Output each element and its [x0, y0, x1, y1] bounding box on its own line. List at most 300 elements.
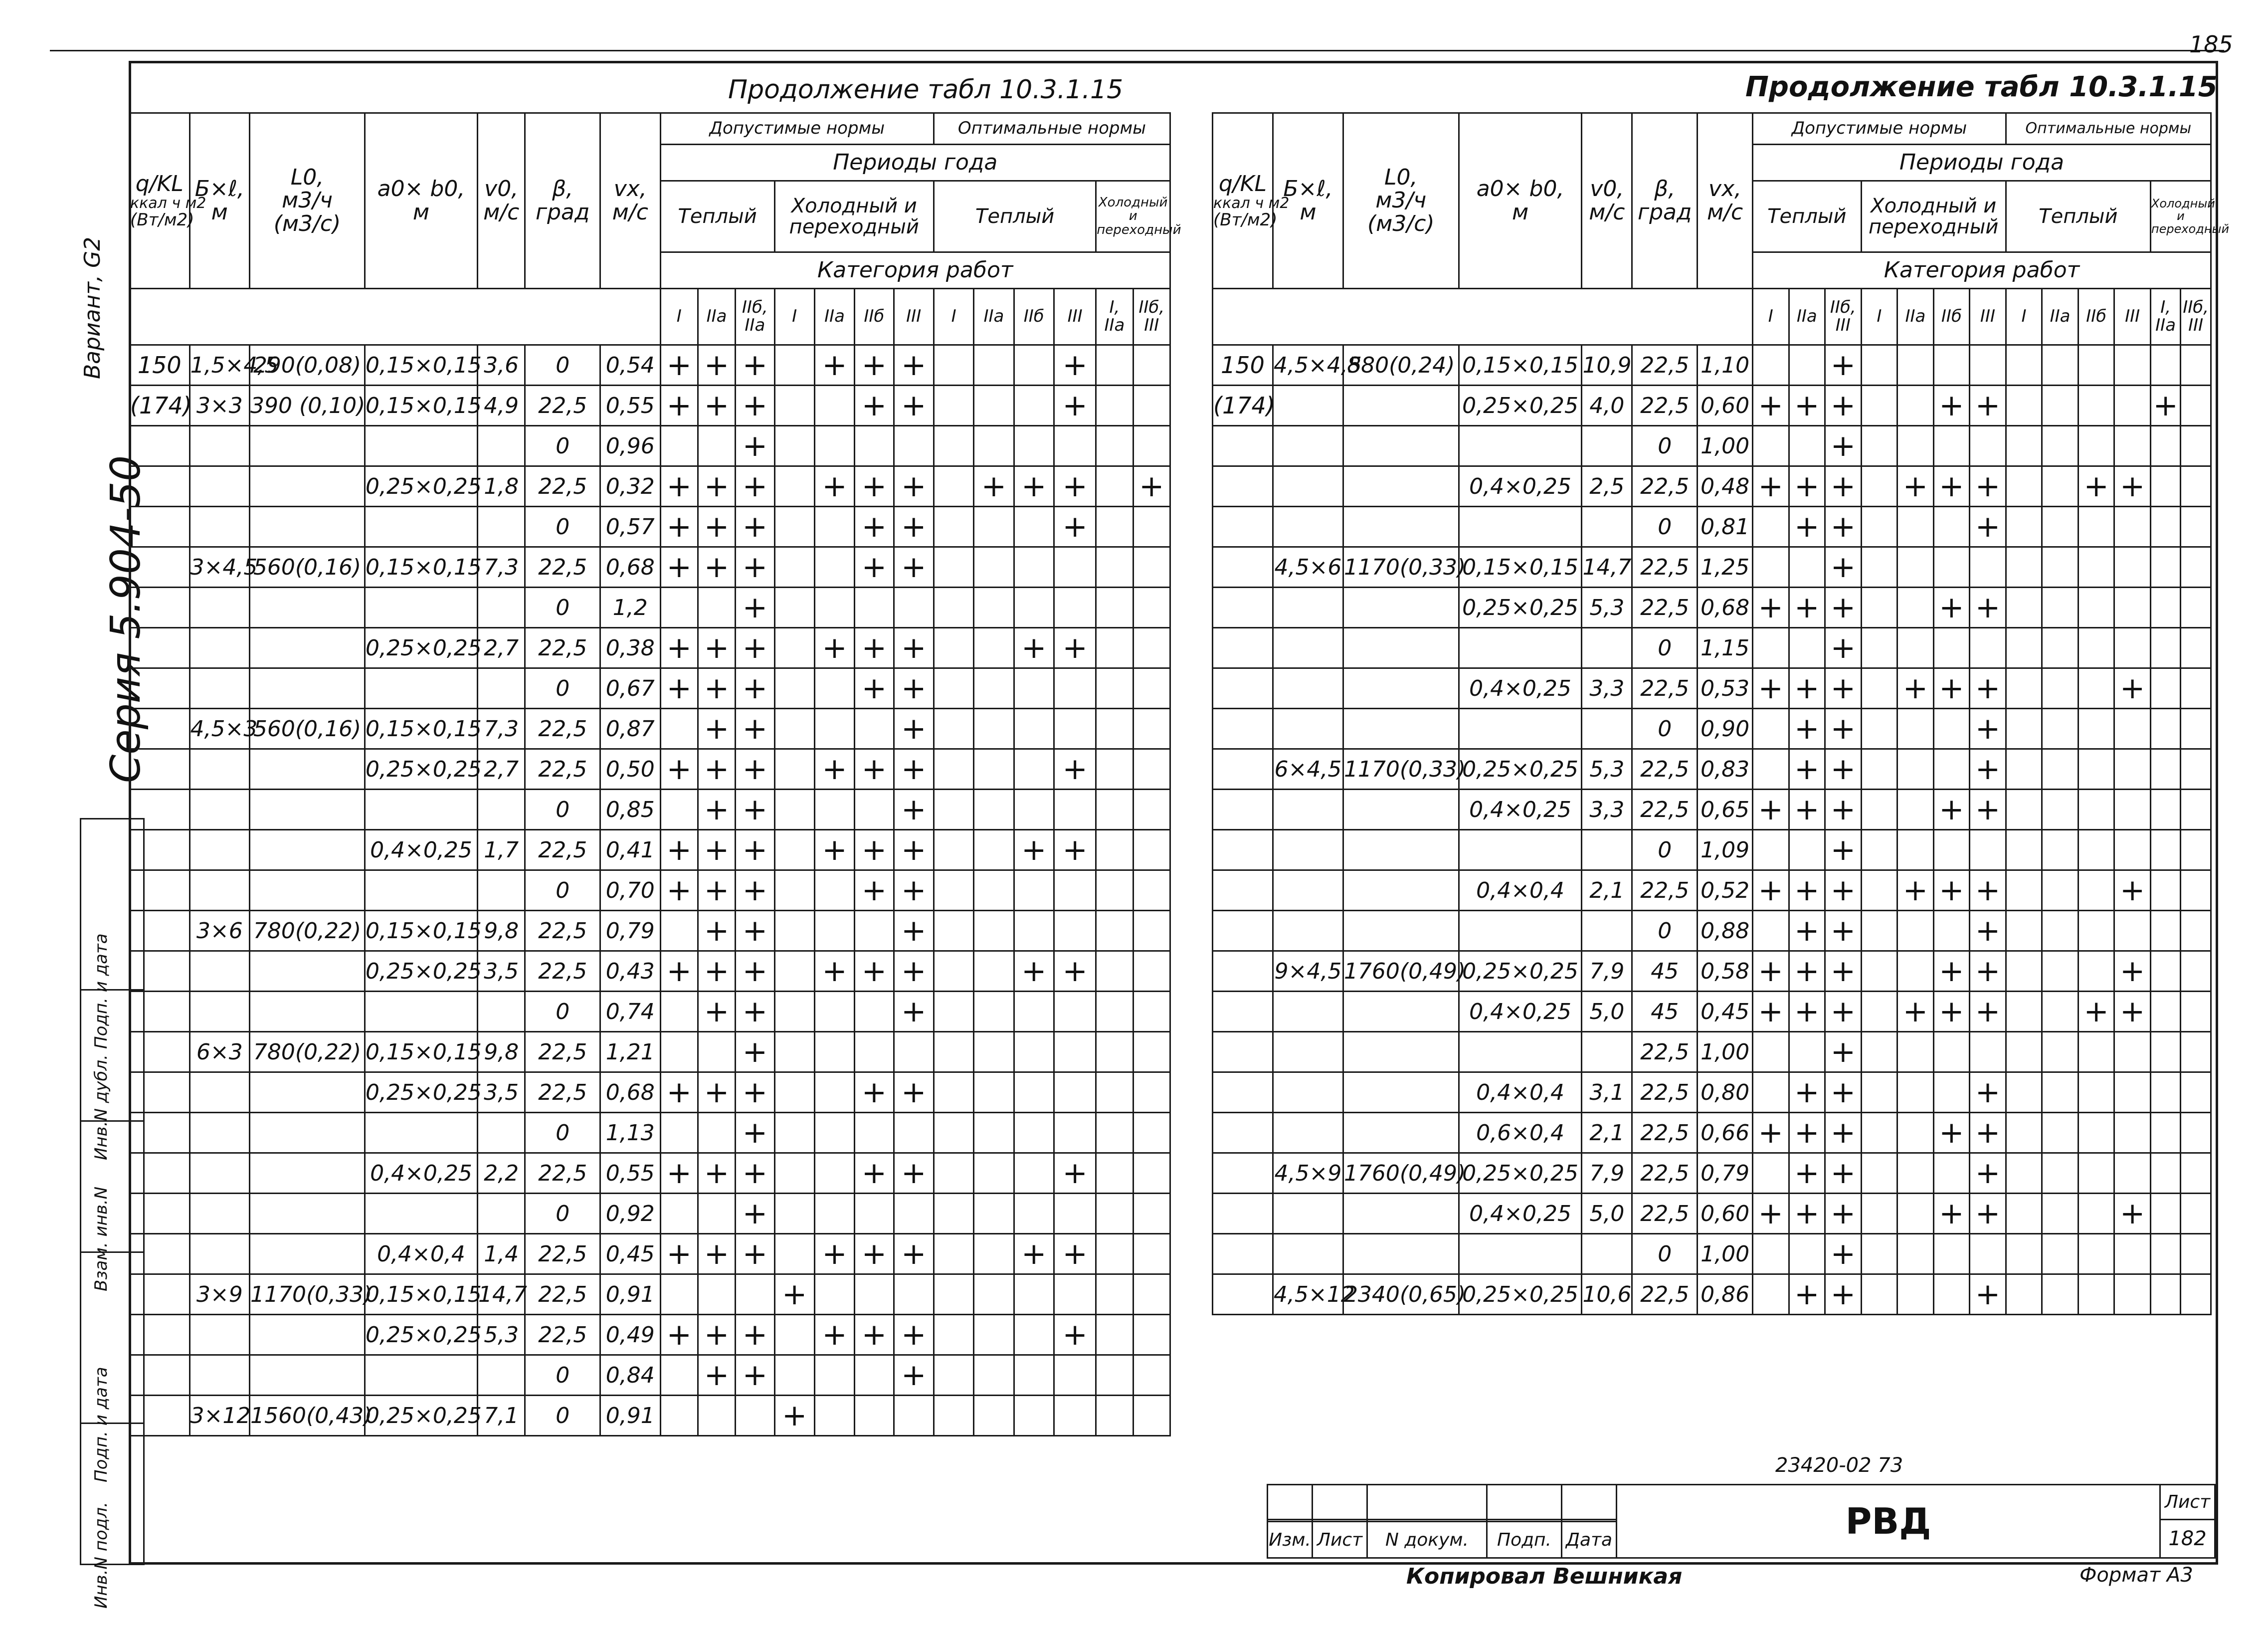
l-mark-cell: +	[698, 466, 735, 507]
l-cell-L0: 560(0,16)	[250, 709, 365, 749]
r-cell-L0: 1170(0,33)	[1343, 749, 1459, 790]
l-mark-cell	[1054, 1032, 1096, 1072]
r-mark-cell: +	[1825, 830, 1862, 870]
r-mark-cell	[1861, 951, 1897, 992]
r-mark-cell	[1753, 1234, 1789, 1274]
l-mark-cell	[660, 426, 698, 466]
l-cell-L0	[250, 507, 365, 547]
l-cell-L0: 290(0,08)	[250, 345, 365, 386]
category-row	[130, 289, 1170, 345]
l-cell-L0	[250, 1315, 365, 1355]
l-mark-cell: +	[736, 911, 774, 951]
l-cell-vx: 0,54	[600, 345, 661, 386]
l-mark-cell	[974, 870, 1014, 911]
l-mark-cell	[1096, 992, 1133, 1032]
l-cell-L0	[250, 749, 365, 790]
q-unit: ккал ч м2	[130, 195, 206, 212]
l-mark-cell: +	[736, 1153, 774, 1194]
r-mark-cell	[1970, 1234, 2006, 1274]
l-mark-cell: +	[698, 951, 735, 992]
r-mark-cell	[2006, 870, 2042, 911]
r-mark-cell: +	[1789, 466, 1825, 507]
l-mark-cell	[1133, 345, 1170, 386]
table-row	[1213, 830, 2211, 870]
l-mark-cell	[1096, 466, 1133, 507]
l-mark-cell	[974, 1396, 1014, 1436]
l-mark-cell	[1054, 426, 1096, 466]
l-mark-cell: +	[736, 1113, 774, 1153]
r-mark-cell	[1933, 1032, 1970, 1072]
r-category-3: I	[1861, 289, 1897, 345]
l-q-cell	[130, 668, 190, 709]
r-mark-cell	[2042, 830, 2079, 870]
r-mark-cell: +	[2114, 1194, 2151, 1234]
r-mark-cell	[2181, 790, 2211, 830]
r-beta-header: β,	[1654, 176, 1676, 202]
l-mark-cell: +	[1054, 951, 1096, 992]
l-cell-L0: 1560(0,43)	[250, 1396, 365, 1436]
l-cell-v0: 1,8	[477, 466, 525, 507]
r-mark-cell	[2150, 911, 2180, 951]
l-mark-cell	[894, 588, 934, 628]
r-cell-ab: 0,4×0,4	[1459, 1072, 1582, 1113]
r-cell-L0	[1343, 1072, 1459, 1113]
l-mark-cell: +	[814, 951, 854, 992]
r-mark-cell	[2078, 628, 2114, 668]
l-mark-cell: +	[855, 870, 894, 911]
r-cell-bl	[1273, 790, 1343, 830]
r-mark-cell	[2114, 426, 2151, 466]
r-mark-cell: +	[1970, 749, 2006, 790]
bl-unit: м	[211, 199, 228, 225]
r-mark-cell: +	[1897, 870, 1934, 911]
l-mark-cell	[1096, 749, 1133, 790]
l-cell-bl	[189, 1072, 250, 1113]
r-mark-cell	[2006, 951, 2042, 992]
r-cell-L0	[1343, 1032, 1459, 1072]
r-mark-cell: +	[1970, 911, 2006, 951]
l-mark-cell	[1014, 426, 1054, 466]
l-mark-cell	[855, 1032, 894, 1072]
r-cell-beta: 22,5	[1632, 547, 1698, 588]
l-cell-bl	[189, 1113, 250, 1153]
r-ab-unit: м	[1512, 199, 1529, 225]
l-mark-cell: +	[660, 870, 698, 911]
table-row	[130, 466, 1170, 507]
r-cell-vx: 0,66	[1698, 1113, 1753, 1153]
l-mark-cell	[774, 345, 814, 386]
format-label: Формат А3	[2079, 1564, 2193, 1587]
l-q-cell	[130, 911, 190, 951]
r-mark-cell: +	[1970, 870, 2006, 911]
l-mark-cell: +	[698, 992, 735, 1032]
r-mark-cell	[1789, 547, 1825, 588]
l-cell-ab	[365, 1194, 478, 1234]
r-mark-cell: +	[1789, 911, 1825, 951]
r-mark-cell: +	[1970, 1153, 2006, 1194]
l-cell-v0: 9,8	[477, 911, 525, 951]
r-cell-bl	[1273, 466, 1343, 507]
r-mark-cell	[1897, 507, 1934, 547]
r-mark-cell	[2042, 992, 2079, 1032]
r-v0-header: v0,	[1590, 176, 1624, 202]
r-mark-cell	[2150, 1072, 2180, 1113]
r-cell-beta: 22,5	[1632, 588, 1698, 628]
r-mark-cell	[2181, 1274, 2211, 1315]
r-cold2-header: Холодный и переходный	[2150, 181, 2211, 252]
l-mark-cell	[814, 547, 854, 588]
r-mark-cell	[2078, 1194, 2114, 1234]
table-row	[130, 547, 1170, 588]
l-mark-cell	[1096, 1274, 1133, 1315]
l-mark-cell	[814, 668, 854, 709]
l-mark-cell	[660, 709, 698, 749]
l-mark-cell	[855, 1113, 894, 1153]
r-mark-cell: +	[1789, 588, 1825, 628]
r-col-beta	[1632, 113, 1698, 289]
l-mark-cell: +	[894, 466, 934, 507]
l-cell-L0: 390 (0,10)	[250, 386, 365, 426]
l-cell-vx: 0,91	[600, 1274, 661, 1315]
r-cell-ab: 0,4×0,25	[1459, 992, 1582, 1032]
r-mark-cell	[2114, 507, 2151, 547]
l-mark-cell	[698, 1194, 735, 1234]
table-row	[1213, 345, 2211, 386]
r-cell-beta: 22,5	[1632, 345, 1698, 386]
r-mark-cell	[2078, 1072, 2114, 1113]
r-cell-vx: 0,60	[1698, 1194, 1753, 1234]
l-mark-cell: +	[660, 1153, 698, 1194]
l-mark-cell	[1014, 870, 1054, 911]
r-category-5: IIб	[1933, 289, 1970, 345]
l-mark-cell	[1133, 547, 1170, 588]
r-mark-cell	[2078, 709, 2114, 749]
l-cell-ab: 0,25×0,25	[365, 628, 478, 668]
l0-unit-si: (м3/с)	[273, 210, 341, 236]
l-mark-cell: +	[1014, 628, 1054, 668]
l-cell-beta: 22,5	[525, 466, 600, 507]
r-cell-v0	[1582, 830, 1632, 870]
r-mark-cell	[1861, 709, 1897, 749]
r-mark-cell: +	[1933, 951, 1970, 992]
r-q-header: q/KL	[1218, 171, 1267, 197]
r-cell-L0	[1343, 870, 1459, 911]
l-cell-v0: 1,7	[477, 830, 525, 870]
l-mark-cell	[1133, 1194, 1170, 1234]
r-cell-vx: 0,53	[1698, 668, 1753, 709]
r-cell-beta: 0	[1632, 628, 1698, 668]
r-mark-cell: +	[2114, 466, 2151, 507]
l-q-cell: 150	[130, 345, 190, 386]
r-mark-cell	[1861, 426, 1897, 466]
r-mark-cell	[2042, 1113, 2079, 1153]
r-cell-L0	[1343, 911, 1459, 951]
l-q-cell	[130, 628, 190, 668]
r-periods-header: Периоды года	[1753, 145, 2211, 181]
r-mark-cell: +	[1789, 790, 1825, 830]
l-mark-cell	[974, 507, 1014, 547]
r-cell-L0: 2340(0,65)	[1343, 1274, 1459, 1315]
table-row	[130, 709, 1170, 749]
l-mark-cell	[1014, 1113, 1054, 1153]
r-cell-ab	[1459, 507, 1582, 547]
r-category-6: III	[1970, 289, 2006, 345]
l-mark-cell: +	[1014, 466, 1054, 507]
r-cell-v0: 7,9	[1582, 951, 1632, 992]
l-mark-cell: +	[814, 345, 854, 386]
l-mark-cell: +	[736, 830, 774, 870]
r-mark-cell: +	[1825, 951, 1862, 992]
r-mark-cell: +	[1970, 992, 2006, 1032]
l-mark-cell	[774, 709, 814, 749]
l-mark-cell: +	[855, 628, 894, 668]
l-cell-beta: 0	[525, 992, 600, 1032]
l-cell-bl	[189, 870, 250, 911]
l-mark-cell: +	[1054, 628, 1096, 668]
l-mark-cell	[774, 668, 814, 709]
l-mark-cell: +	[660, 628, 698, 668]
r-mark-cell: +	[1933, 992, 1970, 1032]
r-mark-cell	[2042, 790, 2079, 830]
r-mark-cell	[2150, 507, 2180, 547]
table-row	[130, 951, 1170, 992]
copied-by: Копировал Вешникая	[1406, 1564, 1683, 1589]
l-mark-cell: +	[736, 1194, 774, 1234]
r-cell-L0: 1760(0,49)	[1343, 951, 1459, 992]
r-mark-cell	[1861, 588, 1897, 628]
r-l0-unit: м3/ч	[1375, 188, 1427, 213]
r-mark-cell	[1753, 830, 1789, 870]
l-mark-cell	[934, 628, 973, 668]
r-mark-cell	[2078, 1234, 2114, 1274]
r-mark-cell	[2078, 1274, 2114, 1315]
l-q-cell	[130, 1274, 190, 1315]
table-row	[130, 1274, 1170, 1315]
l-cell-beta: 22,5	[525, 1032, 600, 1072]
r-cell-v0: 2,1	[1582, 870, 1632, 911]
table-row	[130, 1032, 1170, 1072]
l-mark-cell: +	[698, 386, 735, 426]
l-mark-cell	[1096, 1113, 1133, 1153]
r-cell-v0	[1582, 1032, 1632, 1072]
r-cell-vx: 0,45	[1698, 992, 1753, 1032]
l-cell-beta: 0	[525, 1396, 600, 1436]
l-mark-cell	[1054, 992, 1096, 1032]
l-mark-cell	[974, 1315, 1014, 1355]
r-mark-cell	[1861, 870, 1897, 911]
l-mark-cell	[1133, 790, 1170, 830]
r-mark-cell	[2150, 588, 2180, 628]
r-mark-cell	[2150, 790, 2180, 830]
r-cell-L0	[1343, 790, 1459, 830]
r-mark-cell	[1933, 1274, 1970, 1315]
r-col-v0	[1582, 113, 1632, 289]
r-mark-cell	[1861, 1274, 1897, 1315]
l-cell-v0	[477, 426, 525, 466]
r-cell-v0	[1582, 628, 1632, 668]
table-row	[130, 426, 1170, 466]
l-cell-L0	[250, 588, 365, 628]
r-mark-cell	[1753, 749, 1789, 790]
r-mark-cell	[2042, 1234, 2079, 1274]
l-mark-cell: +	[894, 1315, 934, 1355]
category-spacer	[130, 289, 661, 345]
table-row	[1213, 790, 2211, 830]
r-mark-cell: +	[1825, 668, 1862, 709]
l-mark-cell	[774, 992, 814, 1032]
l-cell-vx: 0,50	[600, 749, 661, 790]
l-cell-L0: 780(0,22)	[250, 911, 365, 951]
r-q-cell	[1213, 547, 1273, 588]
r-cell-beta: 22,5	[1632, 790, 1698, 830]
permissible-header: Допустимые нормы	[660, 113, 934, 145]
r-cell-v0: 5,0	[1582, 992, 1632, 1032]
r-mark-cell	[1861, 668, 1897, 709]
r-cell-bl	[1273, 911, 1343, 951]
table-row	[130, 790, 1170, 830]
l-mark-cell	[934, 1355, 973, 1396]
l-category-1: IIа	[698, 289, 735, 345]
r-mark-cell	[1861, 992, 1897, 1032]
l-mark-cell	[855, 588, 894, 628]
l-mark-cell	[1054, 588, 1096, 628]
r-cell-v0: 14,7	[1582, 547, 1632, 588]
l-mark-cell: +	[698, 1355, 735, 1396]
l-mark-cell	[660, 1032, 698, 1072]
l-mark-cell: +	[1054, 345, 1096, 386]
r-q-cell: 150	[1213, 345, 1273, 386]
l-mark-cell	[774, 386, 814, 426]
l-mark-cell: +	[894, 547, 934, 588]
r-mark-cell: +	[1789, 951, 1825, 992]
l-mark-cell	[1133, 870, 1170, 911]
l-mark-cell: +	[660, 830, 698, 870]
l-cell-L0	[250, 1355, 365, 1396]
r-category-spacer	[1213, 289, 1753, 345]
l-mark-cell	[894, 1032, 934, 1072]
r-mark-cell	[2078, 1032, 2114, 1072]
l-mark-cell	[1133, 749, 1170, 790]
l-category-5: IIб	[855, 289, 894, 345]
r-mark-cell: +	[1789, 668, 1825, 709]
r-cell-bl	[1273, 992, 1343, 1032]
r-mark-cell: +	[2114, 992, 2151, 1032]
l-mark-cell: +	[774, 1396, 814, 1436]
l-mark-cell	[698, 1032, 735, 1072]
table-row	[1213, 1032, 2211, 1072]
r-mark-cell: +	[1933, 386, 1970, 426]
r-mark-cell	[2150, 426, 2180, 466]
title-text: РВД	[1617, 1485, 2160, 1558]
r-cell-ab: 0,4×0,25	[1459, 466, 1582, 507]
l-mark-cell	[934, 507, 973, 547]
r-cell-bl: 4,5×6	[1273, 547, 1343, 588]
l-mark-cell	[1133, 588, 1170, 628]
r-cell-beta: 45	[1632, 992, 1698, 1032]
r-col-ab	[1459, 113, 1582, 289]
r-q-cell	[1213, 709, 1273, 749]
l-mark-cell	[855, 1194, 894, 1234]
title-block	[1267, 1484, 2216, 1559]
l-mark-cell	[1096, 1153, 1133, 1194]
l-mark-cell	[1133, 386, 1170, 426]
l-mark-cell	[974, 992, 1014, 1032]
l-mark-cell	[934, 1032, 973, 1072]
l-cell-ab: 0,15×0,15	[365, 709, 478, 749]
r-mark-cell: +	[1789, 749, 1825, 790]
r-mark-cell: +	[1897, 668, 1934, 709]
r-category-2: IIб, III	[1825, 289, 1862, 345]
r-q-cell	[1213, 870, 1273, 911]
l-mark-cell: +	[894, 1234, 934, 1274]
l-mark-cell: +	[894, 870, 934, 911]
r-cell-beta: 22,5	[1632, 1194, 1698, 1234]
l-cell-beta: 0	[525, 345, 600, 386]
l-mark-cell: +	[855, 749, 894, 790]
r-mark-cell: +	[1897, 466, 1934, 507]
l-cell-L0	[250, 466, 365, 507]
ab-header: a0× b0,	[377, 176, 465, 202]
r-cell-v0	[1582, 1234, 1632, 1274]
l-mark-cell: +	[736, 749, 774, 790]
r-mark-cell	[1789, 345, 1825, 386]
r-mark-cell	[2078, 870, 2114, 911]
r-mark-cell	[2042, 1072, 2079, 1113]
l-cell-vx: 0,84	[600, 1355, 661, 1396]
l-mark-cell: +	[894, 345, 934, 386]
l-cell-bl	[189, 749, 250, 790]
r-cell-beta: 0	[1632, 426, 1698, 466]
l-cell-bl	[189, 668, 250, 709]
r-mark-cell	[1933, 830, 1970, 870]
l-mark-cell: +	[1014, 830, 1054, 870]
r-mark-cell	[2150, 466, 2180, 507]
l-cell-vx: 0,67	[600, 668, 661, 709]
l-mark-cell: +	[855, 1234, 894, 1274]
l-cell-ab: 0,25×0,25	[365, 1315, 478, 1355]
r-cell-L0: 1170(0,33)	[1343, 547, 1459, 588]
table-row	[1213, 1153, 2211, 1194]
l-mark-cell	[974, 628, 1014, 668]
r-cell-L0	[1343, 668, 1459, 709]
l-cell-ab: 0,25×0,25	[365, 749, 478, 790]
l-mark-cell: +	[894, 951, 934, 992]
l-cell-ab: 0,25×0,25	[365, 466, 478, 507]
r-cell-ab: 0,4×0,4	[1459, 870, 1582, 911]
r-cell-vx: 0,52	[1698, 870, 1753, 911]
l-mark-cell	[974, 1194, 1014, 1234]
r-cell-vx: 0,90	[1698, 709, 1753, 749]
r-mark-cell	[2181, 749, 2211, 790]
r-mark-cell	[2150, 1274, 2180, 1315]
l-mark-cell	[974, 790, 1014, 830]
r-cell-bl	[1273, 507, 1343, 547]
l-mark-cell: +	[855, 1072, 894, 1113]
r-cell-v0: 2,5	[1582, 466, 1632, 507]
r-mark-cell	[1897, 1072, 1934, 1113]
l-mark-cell	[974, 830, 1014, 870]
r-mark-cell	[2150, 749, 2180, 790]
l-cell-vx: 0,87	[600, 709, 661, 749]
l-mark-cell: +	[736, 588, 774, 628]
l-mark-cell: +	[894, 507, 934, 547]
l-mark-cell: +	[855, 1153, 894, 1194]
r-mark-cell	[2114, 1234, 2151, 1274]
r-mark-cell	[2150, 1113, 2180, 1153]
l-mark-cell: +	[698, 911, 735, 951]
l-mark-cell	[1014, 1396, 1054, 1436]
l-cell-ab: 0,4×0,25	[365, 830, 478, 870]
